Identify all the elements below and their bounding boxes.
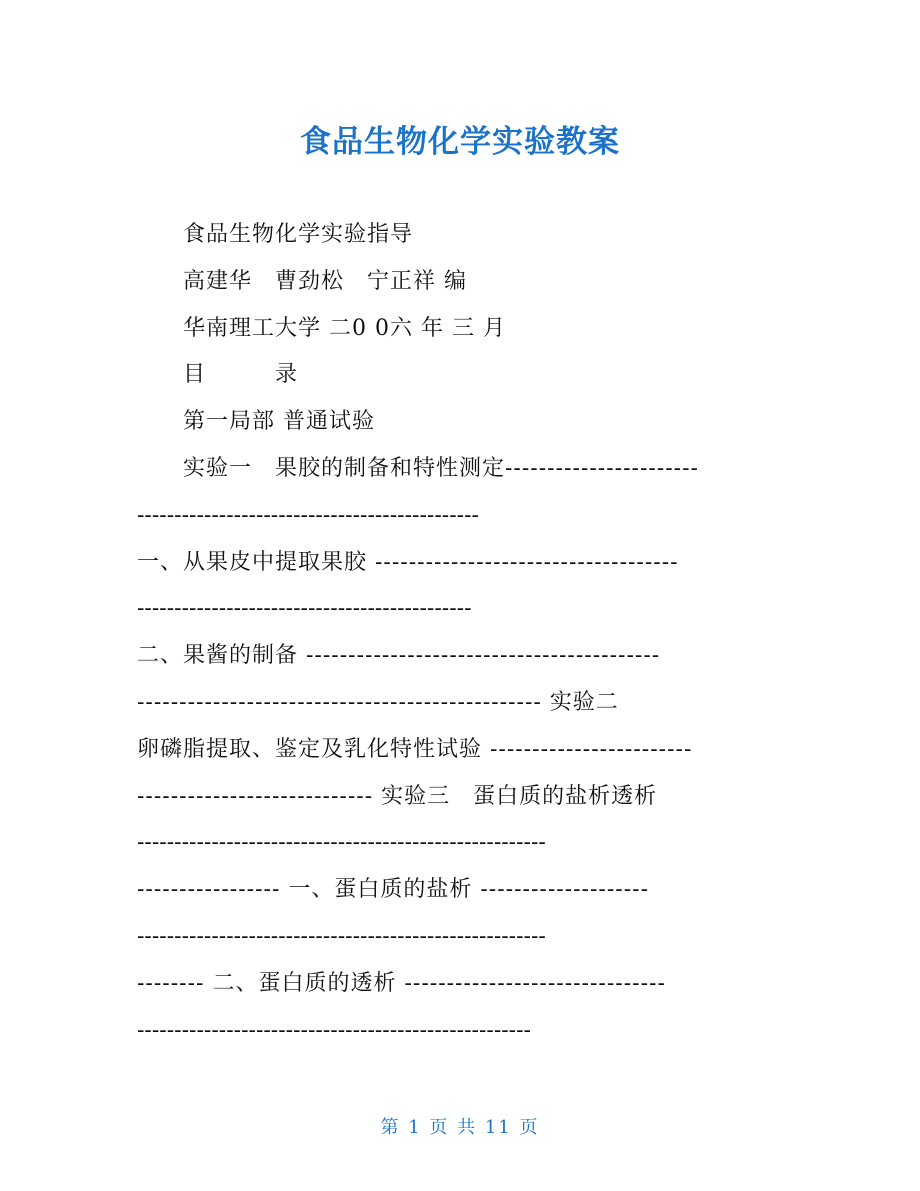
toc-leader-line: ------------------------------------------------------- [137,923,546,949]
text-line-authors: 高建华 曹劲松 宁正祥 编 [183,268,467,294]
page-footer: 第 1 页 共 11 页 [380,1117,540,1138]
toc-entry-experiment-three: ---------------------------- 实验三 蛋白质的盐析透析 [137,783,658,809]
toc-leader-line: --------------------------------------------- [137,596,472,622]
toc-entry-lecithin: 卵磷脂提取、鉴定及乳化特性试验 ------------------------ [137,736,693,762]
text-line-contents-heading: 目 录 [183,362,299,388]
toc-entry-dialysis: -------- 二、蛋白质的透析 ------------------------------- [137,970,666,996]
toc-entry-jam-preparation: 二、果酱的制备 ------------------------------------------ [137,643,661,669]
toc-entry-salting-out: ----------------- 一、蛋白质的盐析 -------------------- [137,877,650,903]
toc-leader-line: ---------------------------------------------- [137,502,479,528]
text-line-publisher-date: 华南理工大学 二0 0六 年 三 月 [183,315,506,341]
document-title: 食品生物化学实验教案 [300,124,620,160]
toc-leader-line: ----------------------------------------------------- [137,1017,531,1043]
toc-entry-experiment-one: 实验一 果胶的制备和特性测定----------------------- [183,455,699,481]
text-line-guide-title: 食品生物化学实验指导 [183,222,414,247]
document-body [137,212,785,1054]
toc-entry-extract-pectin: 一、从果皮中提取果胶 ------------------------------------ [137,549,679,575]
text-line-part-one: 第一局部 普通试验 [183,409,375,435]
toc-leader-line: ------------------------------------------------------- [137,830,546,856]
toc-entry-experiment-two: ------------------------------------------------ 实验二 [137,689,619,715]
